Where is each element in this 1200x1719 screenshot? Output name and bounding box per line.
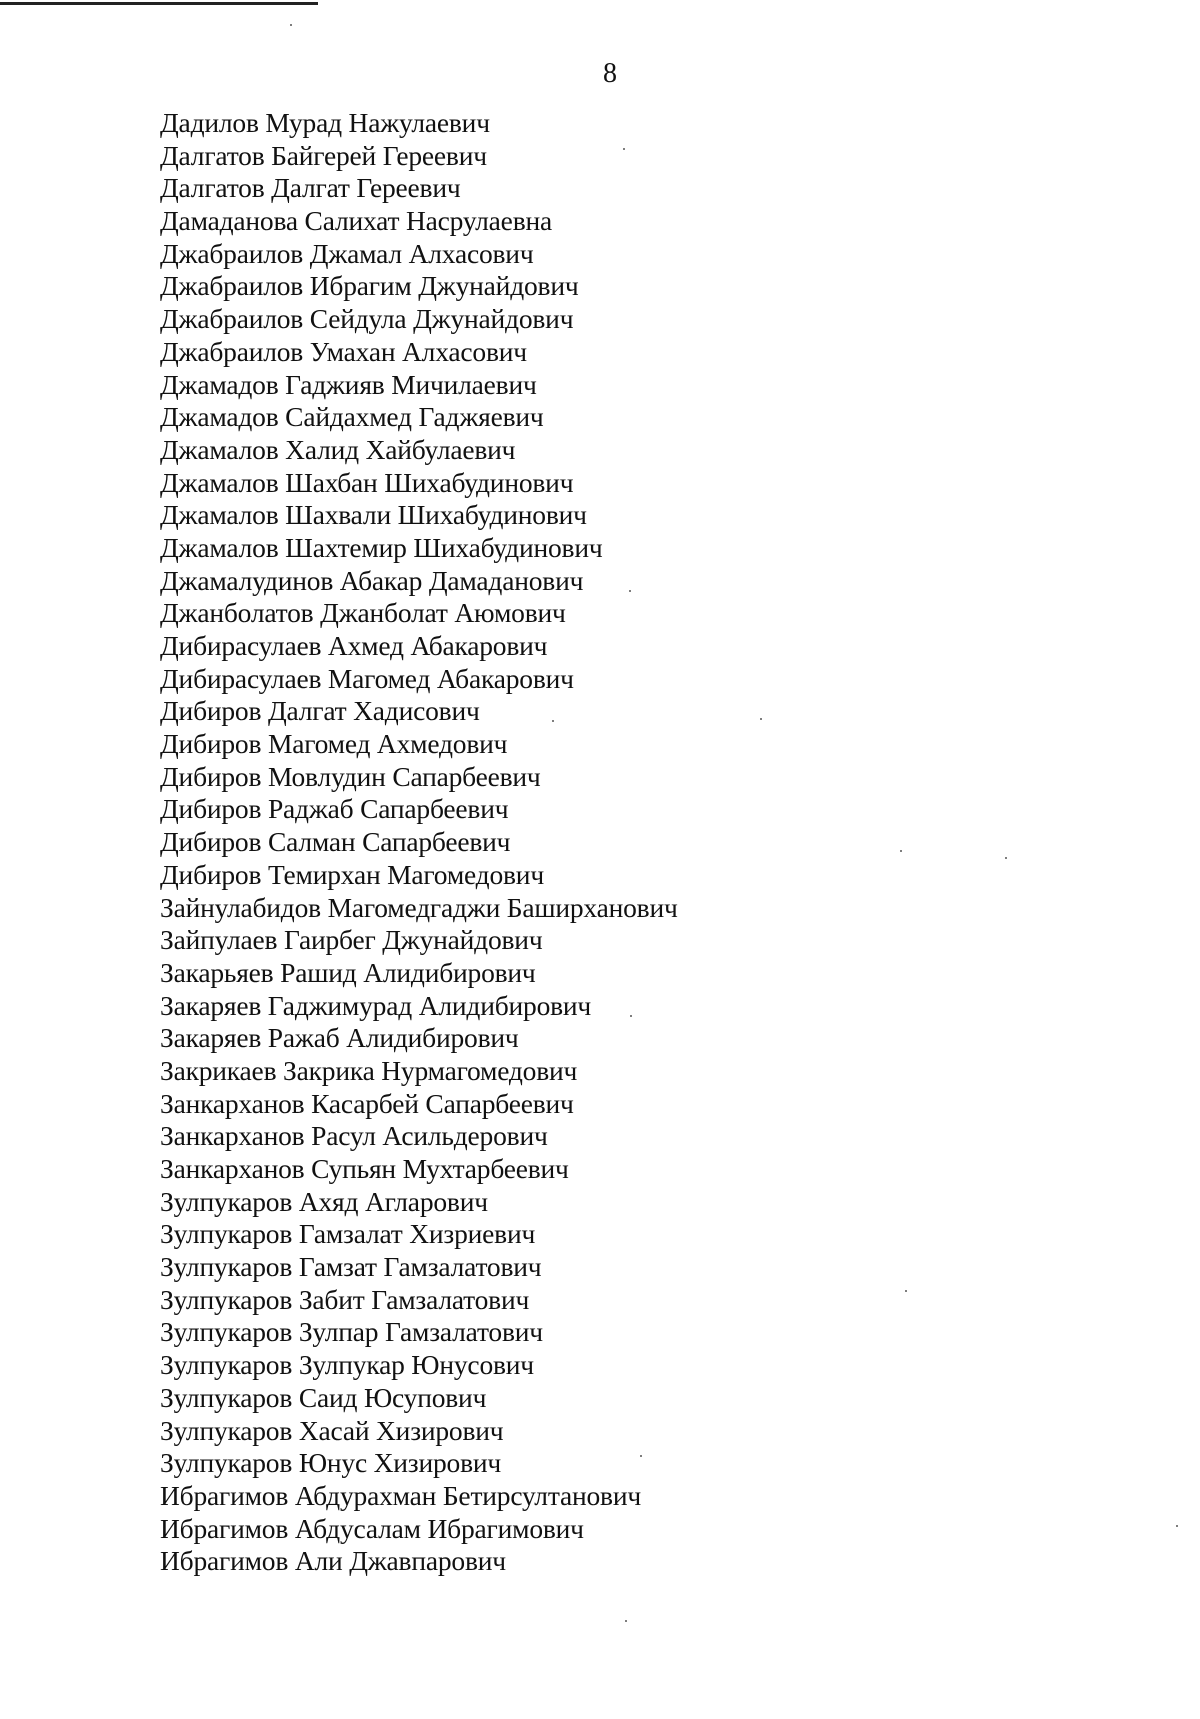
list-item: Дибиров Далгат Хадисович: [160, 695, 480, 727]
list-item: Ибрагимов Абдусалам Ибрагимович: [160, 1512, 584, 1544]
list-item: Зулпукаров Забит Гамзалатович: [160, 1283, 530, 1315]
list-item: Ибрагимов Абдурахман Бетирсултанович: [160, 1479, 641, 1511]
list-item: Зулпукаров Хасай Хизирович: [160, 1414, 504, 1446]
list-item: Далгатов Байгерей Гереевич: [160, 139, 487, 171]
list-item: Джабраилов Сейдула Джунайдович: [160, 303, 574, 335]
list-item: Занкарханов Расул Асильдерович: [160, 1120, 548, 1152]
list-item: Далгатов Далгат Гереевич: [160, 172, 461, 204]
list-item: Зулпукаров Зулпукар Юнусович: [160, 1349, 534, 1381]
list-item: Занкарханов Супьян Мухтарбеевич: [160, 1153, 569, 1184]
scan-speck: [290, 24, 292, 26]
scan-speck: [552, 720, 554, 722]
list-item: Джамалов Шахтемир Шихабудинович: [160, 531, 603, 563]
list-item: Джамалов Халид Хайбулаевич: [160, 433, 516, 465]
list-item: Дибирасулаев Магомед Абакарович: [160, 662, 574, 694]
scan-speck: [630, 1015, 632, 1017]
list-item: Дибиров Магомед Ахмедович: [160, 728, 508, 760]
page-number: 8: [603, 58, 617, 89]
list-item: Закарьяев Рашид Алидибирович: [160, 956, 536, 988]
name-list: [160, 107, 678, 1578]
scan-speck: [760, 718, 762, 720]
list-item: Дамаданова Салихат Насрулаевна: [160, 205, 552, 237]
list-item: Джабраилов Джамал Алхасович: [160, 237, 534, 269]
scan-speck: [1005, 857, 1007, 859]
list-item: Дадилов Мурад Нажулаевич: [160, 107, 490, 138]
list-item: Зулпукаров Гамзалат Хизриевич: [160, 1218, 536, 1250]
scan-speck: [625, 1620, 627, 1622]
list-item: Зулпукаров Гамзат Гамзалатович: [160, 1251, 542, 1283]
scan-speck: [640, 1455, 642, 1457]
scan-speck: [629, 590, 631, 592]
scan-speck: [900, 850, 902, 852]
list-item: Джамалов Шахвали Шихабудинович: [160, 499, 587, 531]
list-item: Зулпукаров Юнус Хизирович: [160, 1447, 502, 1479]
list-item: Закаряев Гаджимурад Алидибирович: [160, 989, 592, 1021]
list-item: Зайпулаев Гаирбег Джунайдович: [160, 924, 543, 956]
list-item: Зулпукаров Ахяд Агларович: [160, 1185, 488, 1217]
list-item: Зулпукаров Саид Юсупович: [160, 1381, 487, 1413]
list-item: Джабраилов Умахан Алхасович: [160, 335, 527, 367]
list-item: Джамадов Гаджияв Мичилаевич: [160, 368, 537, 400]
list-item: Ибрагимов Али Джавпарович: [160, 1545, 506, 1577]
scan-speck: [623, 148, 625, 150]
list-item: Дибиров Темирхан Магомедович: [160, 858, 544, 890]
scan-speck: [905, 1290, 907, 1292]
list-item: Дибиров Мовлудин Сапарбеевич: [160, 760, 541, 792]
list-item: Закрикаев Закрика Нурмагомедович: [160, 1054, 578, 1086]
list-item: Закаряев Ражаб Алидибирович: [160, 1022, 519, 1054]
list-item: Джамалов Шахбан Шихабудинович: [160, 466, 574, 498]
list-item: Дибиров Салман Сапарбеевич: [160, 826, 511, 858]
list-item: Джамалудинов Абакар Дамаданович: [160, 564, 584, 596]
list-item: Зулпукаров Зулпар Гамзалатович: [160, 1316, 543, 1348]
list-item: Занкарханов Касарбей Сапарбеевич: [160, 1087, 574, 1119]
list-item: Джабраилов Ибрагим Джунайдович: [160, 270, 579, 302]
list-item: Дибиров Раджаб Сапарбеевич: [160, 793, 509, 825]
list-item: Джанболатов Джанболат Аюмович: [160, 597, 566, 629]
list-item: Дибирасулаев Ахмед Абакарович: [160, 630, 548, 661]
list-item: Джамадов Сайдахмед Гаджяевич: [160, 401, 544, 433]
scan-speck: [1176, 1525, 1178, 1527]
list-item: Зайнулабидов Магомедгаджи Баширханович: [160, 891, 678, 923]
top-rule-line: [0, 2, 318, 5]
